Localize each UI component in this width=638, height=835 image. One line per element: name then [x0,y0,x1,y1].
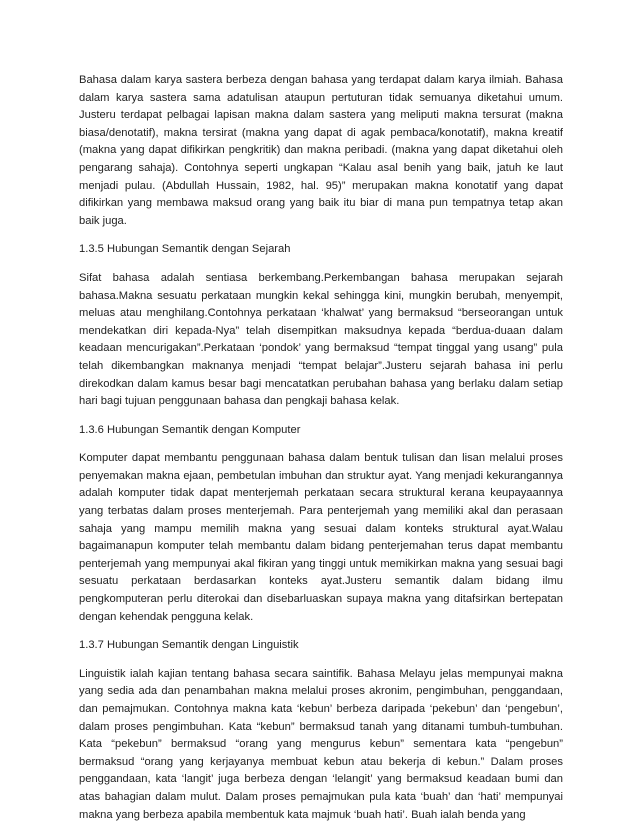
paragraph-linguistik: Linguistik ialah kajian tentang bahasa secara saintifik. Bahasa Melayu jelas mempunyai makna yang sedia ada dan penambahan makna melalui proses akronim, pengimbuhan, penggandaan, dan pemajmukan. Contohnya makna kata ‘kebun’ berbeza daripada ‘pekebun’ dan ‘pengebun’, dalam proses pengimbuhan. Kata “kebun” bermaksud tanah yang ditanami tumbuh-tumbuhan. Kata “pekebun” bermaksud “orang yang mengurus kebun” sementara kata “pengebun” bermaksud “orang yang kerjayanya membuat kebun atau bekerja di kebun.” Dalam proses penggandaan, kata ‘langit’ juga berbeza dengan ‘lelangit’ yang bermaksud keadaan bumi dan atas bahagian dalam mulut. Dalam proses pemajmukan pula kata ‘buah’ dan ‘hati’ mempunyai makna yang berbeza apabila membentuk kata majmuk ‘buah hati’. Buah ialah benda yang [79,667,563,821]
document-body [79,72,563,835]
paragraph-komputer: Komputer dapat membantu penggunaan bahasa dalam bentuk tulisan dan lisan melalui proses penyemakan makna ejaan, pembetulan imbuhan dan struktur ayat. Yang menjadi kekurangannya adalah komputer tidak dapat menterjemah perkataan secara struktural kerana keupayaannya yang terbatas dalam proses menterjemah. Para penterjemah yang memiliki akal dan perasaan sahaja yang mampu memilih makna yang sesuai dalam konteks struktural ayat.Walau bagaimanapun komputer telah membantu dalam bidang penterjemahan terus dapat membantu penterjemah yang mempunyai akal fikiran yang tinggi untuk memikirkan makna yang sesuai bagi sesuatu perkataan berdasarkan konteks ayat.Justeru semantik dalam bidang ilmu pengkomputeran perlu diterokai dan disebarluaskan supaya makna yang ditafsirkan bertepatan dengan kehendak pengguna kelak. [79,452,563,623]
paragraph-bahasa-sastera: Bahasa dalam karya sastera berbeza dengan bahasa yang terdapat dalam karya ilmiah. Bahasa dalam karya sastera sama adatulisan ataupun pertuturan tidak semuanya diketahui umum. Justeru terdapat pelbagai lapisan makna dalam sastera yang meliputi makna tersurat (makna biasa/denotatif), makna tersirat (makna yang dapat di agak pembaca/konotatif), makna kreatif (makna yang dapat difikirkan pengkritik) dan makna peribadi. (makna yang dapat diketahui oleh pengarang sahaja). Contohnya seperti ungkapan “Kalau asal benih yang baik, jatuh ke laut menjadi pulau. (Abdullah Hussain, 1982, hal. 95)” merupakan makna konotatif yang dapat difikirkan yang membawa maksud orang yang baik itu biar di mana pun tempatnya tetap akan baik juga. [79,74,563,227]
section-heading-komputer: 1.3.6 Hubungan Semantik dengan Komputer [79,423,301,436]
section-heading-sejarah: 1.3.5 Hubungan Semantik dengan Sejarah [79,243,291,256]
paragraph-sejarah: Sifat bahasa adalah sentiasa berkembang.Perkembangan bahasa merupakan sejarah bahasa.Makna sesuatu perkataan mungkin kekal sehingga kini, mungkin berubah, menyempit, meluas atau menghilang.Contohnya perkataan ‘khalwat’ yang bermaksud “berseorangan untuk mendekatkan diri kepada-Nya” telah disempitkan maksudnya kepada “berdua-duaan dalam keadaan mencurigakan”.Perkataan ‘pondok’ yang bermaksud “tempat tinggal yang usang” pula telah dikembangkan maknanya menjadi “tempat belajar”.Justeru sejarah bahasa ini perlu direkodkan dalam kamus besar bagi mencatatkan perubahan bahasa yang berlaku dalam setiap hari bagi tujuan penggunaan bahasa dan pengkaji bahasa kelak. [79,271,563,408]
section-heading-linguistik: 1.3.7 Hubungan Semantik dengan Linguistik [79,639,299,652]
